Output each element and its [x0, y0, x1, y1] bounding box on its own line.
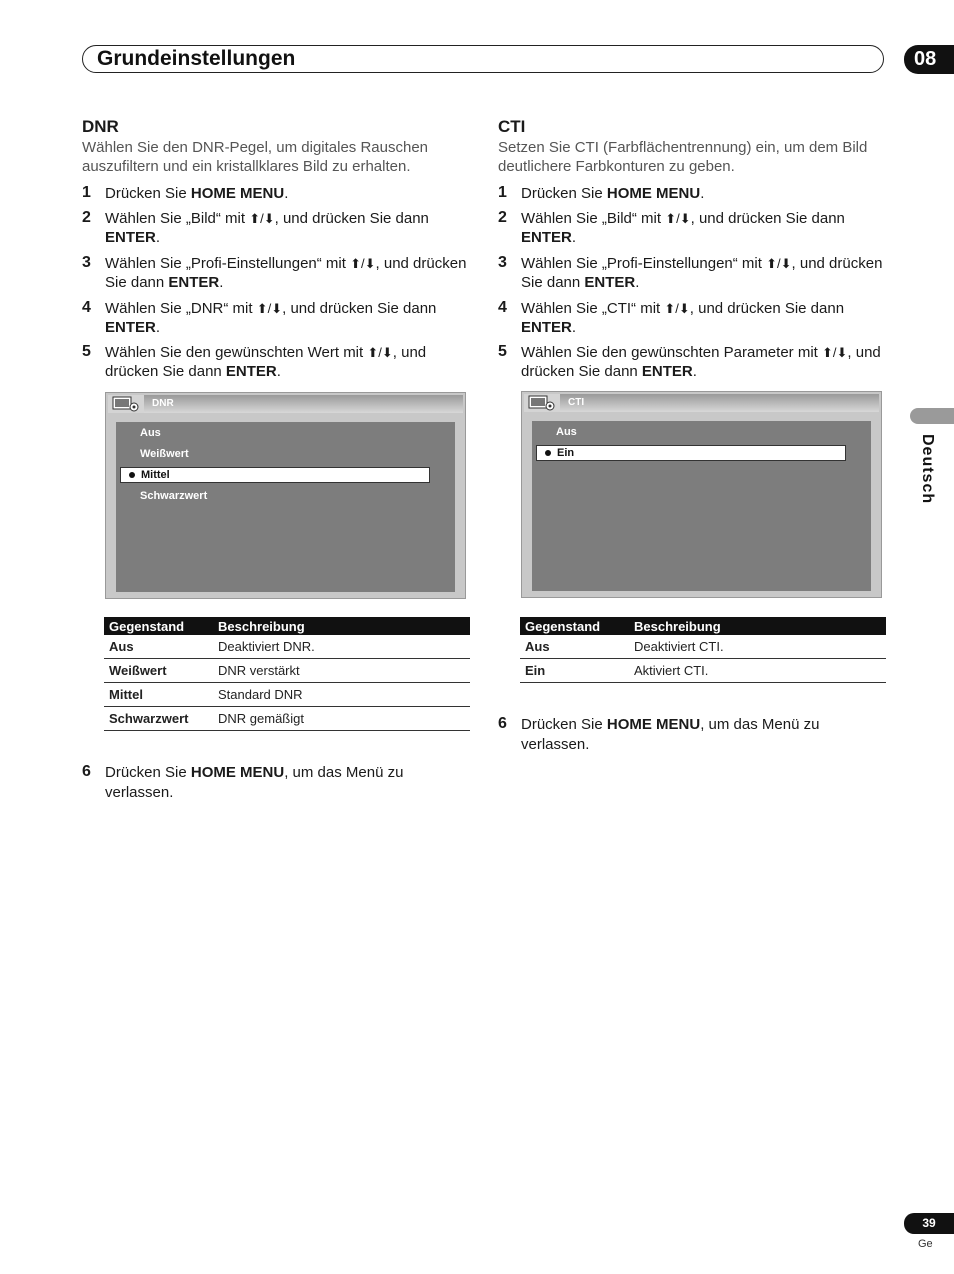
cti-steps	[498, 184, 888, 382]
dnr-section	[82, 117, 472, 382]
cti-section	[498, 117, 888, 382]
cti-step-1: 1 Drücken Sie HOME MENU.	[498, 184, 705, 202]
selected-dot-icon	[545, 450, 551, 456]
up-down-arrow-icon: ⬆/⬇	[350, 255, 376, 271]
dnr-intro: Wählen Sie den DNR-Pegel, um digitales Rauschen auszufiltern und ein kristallklares Bild zu erhalten.	[82, 139, 429, 175]
cti-screen-title: CTI	[568, 397, 585, 408]
dnr-option-schwarzwert[interactable]: Schwarzwert	[140, 490, 208, 502]
table-header: Gegenstand	[104, 617, 213, 635]
cti-step-2: 2 Wählen Sie „Bild“ mit ⬆/⬇, und drücken Sie dann ENTER.	[498, 208, 845, 246]
page-number: 39	[904, 1213, 954, 1234]
cti-heading: CTI	[498, 117, 526, 136]
dnr-steps	[82, 184, 472, 382]
table-row: Schwarzwert DNR gemäßigt	[104, 707, 470, 731]
table-row: Mittel Standard DNR	[104, 683, 470, 707]
cti-menu-panel	[532, 421, 871, 591]
up-down-arrow-icon: ⬆/⬇	[766, 255, 792, 271]
dnr-menu-panel	[116, 422, 455, 592]
dnr-step-4: 4 Wählen Sie „DNR“ mit ⬆/⬇, und drücken Sie dann ENTER.	[82, 298, 437, 336]
cti-option-aus[interactable]: Aus	[556, 426, 577, 438]
up-down-arrow-icon: ⬆/⬇	[822, 344, 848, 360]
up-down-arrow-icon: ⬆/⬇	[367, 344, 393, 360]
cti-step-4: 4 Wählen Sie „CTI“ mit ⬆/⬇, und drücken Sie dann ENTER.	[498, 298, 845, 336]
up-down-arrow-icon: ⬆/⬇	[249, 210, 275, 226]
table-row: Ein Aktiviert CTI.	[520, 659, 886, 683]
cti-menu-screen	[521, 391, 882, 598]
language-tab-marker	[910, 408, 954, 424]
table-row: Weißwert DNR verstärkt	[104, 659, 470, 683]
dnr-table	[104, 617, 470, 731]
cti-step-5: 5 Wählen Sie den gewünschten Parameter mit ⬆/⬇, und drücken Sie dann ENTER.	[498, 342, 881, 380]
selected-dot-icon	[129, 472, 135, 478]
cti-table	[520, 617, 886, 683]
dnr-step-1: 1 Drücken Sie HOME MENU.	[82, 184, 289, 202]
dnr-heading: DNR	[82, 117, 119, 136]
cti-step-6: 6 Drücken Sie HOME MENU, um das Menü zu verlassen.	[498, 715, 820, 753]
dnr-option-weisswert[interactable]: Weißwert	[140, 448, 189, 460]
up-down-arrow-icon: ⬆/⬇	[665, 210, 691, 226]
cti-screen-titlebar	[524, 394, 879, 412]
picture-settings-icon	[112, 395, 142, 413]
page-title: Grundeinstellungen	[97, 47, 296, 70]
cti-intro: Setzen Sie CTI (Farbflächentrennung) ein, um dem Bild deutlichere Farbkonturen zu geben.	[498, 139, 868, 175]
cti-step-3: 3 Wählen Sie „Profi-Einstellungen“ mit ⬆/⬇, und drücken Sie dann ENTER.	[498, 253, 883, 291]
chapter-number: 08	[904, 45, 954, 74]
language-tab-label: Deutsch	[919, 434, 936, 505]
dnr-option-mittel-selected[interactable]: Mittel	[120, 467, 430, 483]
dnr-screen-titlebar	[108, 395, 463, 413]
page-language-code: Ge	[918, 1238, 933, 1250]
dnr-screen-title: DNR	[152, 398, 174, 409]
dnr-menu-screen	[105, 392, 466, 599]
dnr-step-2: 2 Wählen Sie „Bild“ mit ⬆/⬇, und drücken Sie dann ENTER.	[82, 208, 429, 246]
table-row: Aus Deaktiviert CTI.	[520, 635, 886, 659]
table-header: Beschreibung	[213, 617, 470, 635]
up-down-arrow-icon: ⬆/⬇	[256, 300, 283, 316]
table-header: Gegenstand	[520, 617, 629, 635]
picture-settings-icon	[528, 394, 558, 412]
dnr-step-5: 5 Wählen Sie den gewünschten Wert mit ⬆/⬇, und drücken Sie dann ENTER.	[82, 342, 427, 380]
header-bar	[82, 45, 884, 73]
dnr-option-aus[interactable]: Aus	[140, 427, 161, 439]
dnr-step-3: 3 Wählen Sie „Profi-Einstellungen“ mit ⬆/⬇, und drücken Sie dann ENTER.	[82, 253, 467, 291]
dnr-step-6: 6 Drücken Sie HOME MENU, um das Menü zu verlassen.	[82, 763, 404, 801]
up-down-arrow-icon: ⬆/⬇	[664, 300, 690, 316]
table-header: Beschreibung	[629, 617, 886, 635]
cti-option-ein-selected[interactable]: Ein	[536, 445, 846, 461]
table-row: Aus Deaktiviert DNR.	[104, 635, 470, 659]
